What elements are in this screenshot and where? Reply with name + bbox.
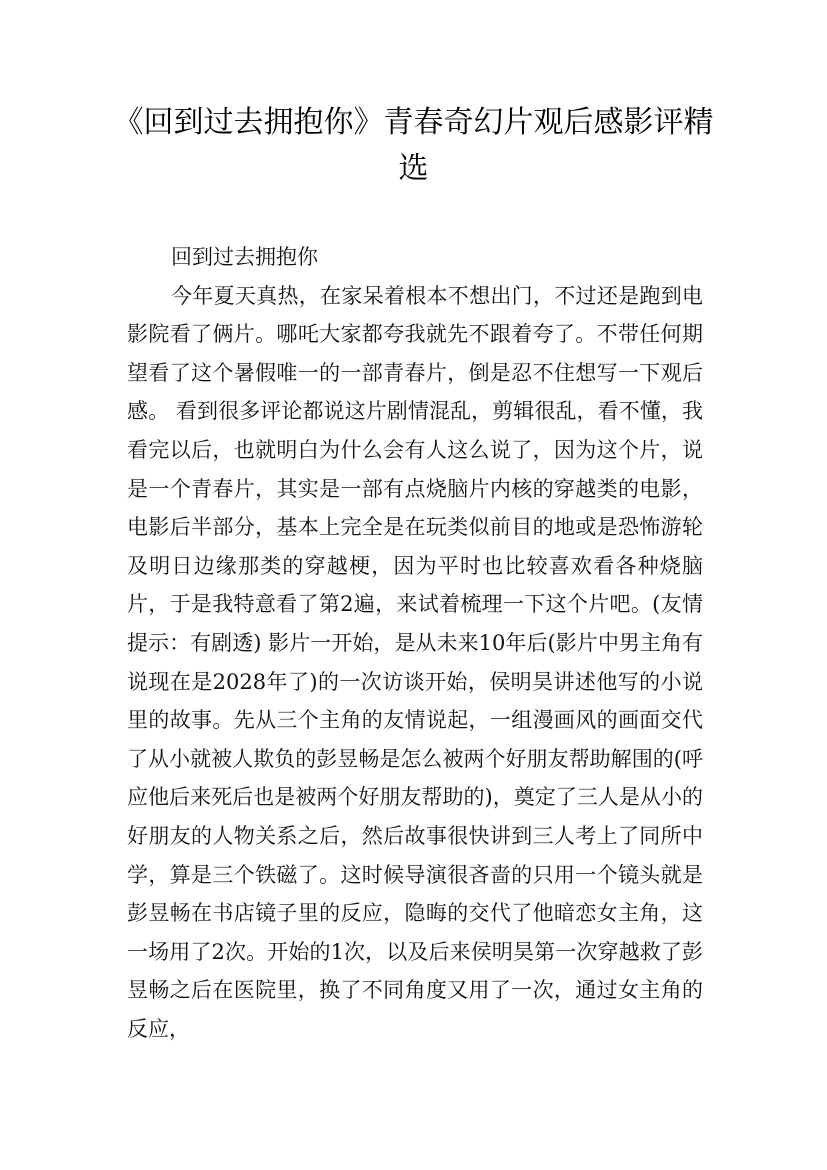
body-paragraph: 今年夏天真热，在家呆着根本不想出门，不过还是跑到电影院看了俩片。哪吒大家都夸我就先不跟着夸了。不带任何期望看了这个暑假唯一的一部青春片，倒是忍不住想写一下观后感。 看到很多评论都说这片剧情混乱，剪辑很乱，看不懂，我看完以后，也就明白为什么会有人这么说了，因为这个片，说是一个青春片，其实是一部有点烧脑片内核的穿越类的电影，电影后半部分，基本上完全是在玩类似前目的地或是恐怖游轮及明日边缘那类的穿越梗，因为平时也比较喜欢看各种烧脑片，于是我特意看了第2遍，来试着梳理一下这个片吧。(友情提示：有剧透) 影片一开始，是从未来10年后(影片中男主角有说现在是2028年了)的一次访谈开始，侯明昊讲述他写的小说里的故事。先从三个主角的友情说起，一组漫画风的画面交代了从小就被人欺负的彭昱畅是怎么被两个好朋友帮助解围的(呼应他后来死后也是被两个好朋友帮助的)，奠定了三人是从小的好朋友的人物关系之后，然后故事很快讲到三人考上了同所中学，算是三个铁磁了。这时候导演很吝啬的只用一个镜头就是彭昱畅在书店镜子里的反应，隐晦的交代了他暗恋女主角，这一场用了2次。开始的1次，以及后来侯明昊第一次穿越救了彭昱畅之后在医院里，换了不同角度又用了一次，通过女主角的反应， <box>127 283 703 1041</box>
document-title: 《回到过去拥抱你》青春奇幻片观后感影评精选 <box>113 105 714 186</box>
document-body <box>127 238 703 1048</box>
document-subtitle: 回到过去拥抱你 <box>171 245 318 269</box>
